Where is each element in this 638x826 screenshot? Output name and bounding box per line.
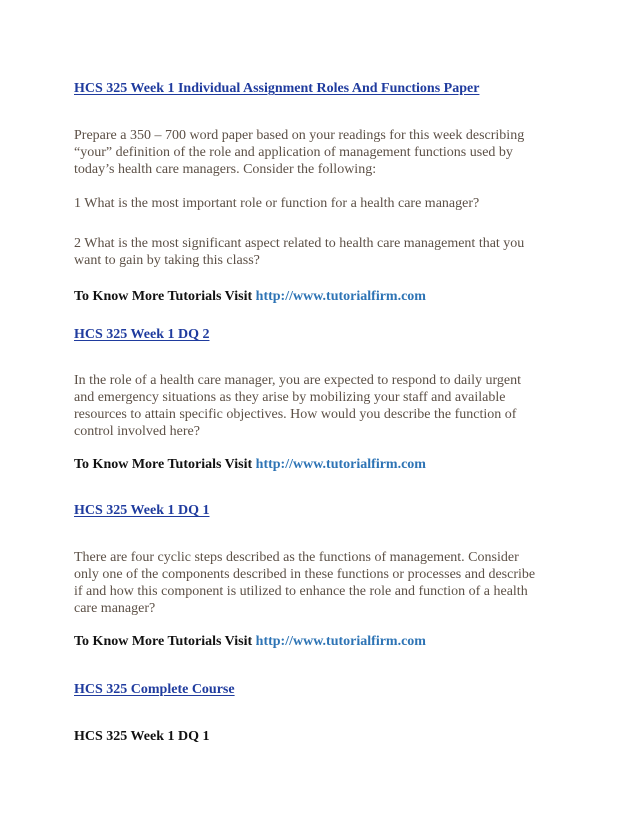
question-2-line: 2 What is the most significant aspect related to health care management that you [74,236,525,251]
title-link[interactable]: HCS 325 Week 1 Individual Assignment Roles And Functions Paper [74,81,480,96]
intro-line: “your” definition of the role and application of management functions used by [74,145,513,160]
intro-paragraph [74,127,564,178]
final-heading: HCS 325 Week 1 DQ 1 [74,729,210,744]
dq2-line: In the role of a health care manager, you are expected to respond to daily urgent [74,373,521,388]
tutorials-cta-2 [74,456,564,473]
dq1-link[interactable]: HCS 325 Week 1 DQ 1 [74,503,210,518]
dq1-paragraph [74,549,564,617]
dq1-line: There are four cyclic steps described as the functions of management. Consider [74,550,519,565]
dq2-line: control involved here? [74,424,200,439]
dq1-line: care manager? [74,601,156,616]
question-2-line: want to gain by taking this class? [74,253,260,268]
dq2-link[interactable]: HCS 325 Week 1 DQ 2 [74,327,210,342]
question-2 [74,235,564,269]
intro-line: today’s health care managers. Consider the following: [74,162,377,177]
tutorials-cta-3 [74,633,564,650]
cta-url-link[interactable]: http://www.tutorialfirm.com [255,634,426,649]
question-1: 1 What is the most important role or function for a health care manager? [74,196,480,211]
complete-course-link[interactable]: HCS 325 Complete Course [74,682,235,697]
cta-url-link[interactable]: http://www.tutorialfirm.com [255,289,426,304]
dq2-line: and emergency situations as they arise by mobilizing your staff and available [74,390,506,405]
dq1-line: if and how this component is utilized to enhance the role and function of a health [74,584,528,599]
cta-url-link[interactable]: http://www.tutorialfirm.com [255,457,426,472]
cta-label: To Know More Tutorials Visit [74,289,256,304]
tutorials-cta-1 [74,288,564,305]
intro-line: Prepare a 350 – 700 word paper based on your readings for this week describing [74,128,525,143]
dq2-line: resources to attain specific objectives. How would you describe the function of [74,407,517,422]
cta-label: To Know More Tutorials Visit [74,634,256,649]
dq1-line: only one of the components described in these functions or processes and describe [74,567,536,582]
cta-label: To Know More Tutorials Visit [74,457,256,472]
dq2-paragraph [74,372,564,440]
